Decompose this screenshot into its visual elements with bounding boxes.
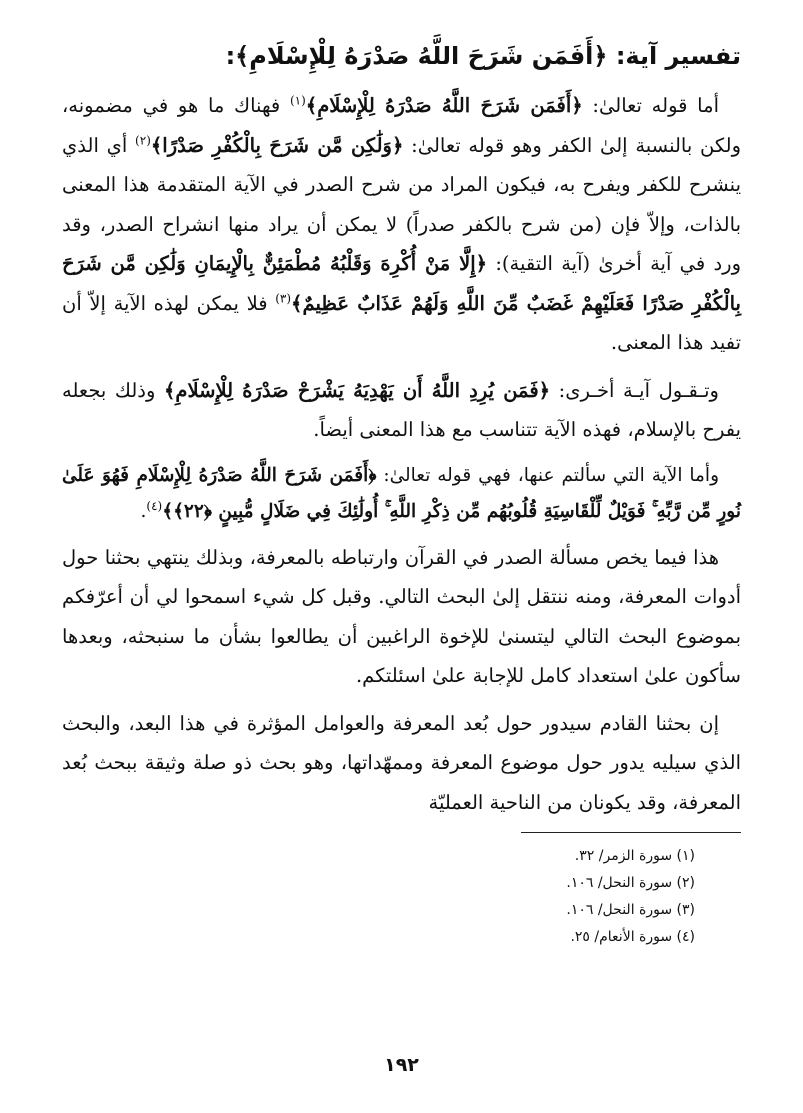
body-text [62, 86, 741, 822]
text-run: وتـقـول آيـة أخـرى: [550, 378, 719, 402]
footnote-ref: (٤) [146, 498, 163, 513]
text-run: هذا فيما يخص مسألة الصدر في القرآن وارتباطه بالمعرفة، وبذلك ينتهي بحثنا حول أدوات المعرفة، ومنه ننتقل إلىٰ البحث التالي. وقبل كل شيء اسمحوا لي أن أعرّفكم بموضوع البحث التالي ليتسنىٰ للإخوة الراغبين أن يطالعوا بشأن ما سنبحثه، وبعدها سأكون علىٰ استعداد كامل للإجابة علىٰ اسئلتكم. [62, 545, 741, 687]
quran-verse: ﴿إِلَّا مَنْ أُكْرِهَ وَقَلْبُهُ مُطْمَئِنٌّ بِالْإِيمَانِ وَلَٰكِن مَّن شَرَحَ بِالْكُفْرِ صَدْرًا فَعَلَيْهِمْ غَضَبٌ مِّنَ اللَّهِ وَلَهُمْ عَذَابٌ عَظِيمٌ﴾ [62, 252, 741, 315]
paragraph [62, 538, 741, 696]
text-run: فهناك ما هو في مضمونه، ولكن بالنسبة إلىٰ الكفر وهو قوله تعالىٰ: [62, 94, 741, 157]
text-run: فلا يمكن لهذه الآية إلاّ أن تفيد هذا المعنى. [62, 291, 741, 354]
text-run: وذلك بجعله يفرح بالإسلام، فهذه الآية تتناسب مع هذا المعنى أيضاً. [62, 378, 741, 441]
text-run: أما قوله تعالىٰ: [582, 94, 719, 117]
footnote: (٤) سورة الأنعام/ ٢٥. [570, 929, 695, 945]
paragraph [62, 371, 741, 450]
footnotes [62, 843, 741, 951]
footnote-ref: (١) [289, 93, 306, 108]
footnote: (٢) سورة النحل/ ١٠٦. [566, 875, 695, 891]
quran-verse: ﴿فَمَن يُرِدِ اللَّهُ أَن يَهْدِيَهُ يَشْرَحْ صَدْرَهُ لِلْإِسْلَامِ﴾ [163, 378, 551, 402]
footnote-separator [521, 832, 741, 833]
quran-verse: ﴿أَفَمَن شَرَحَ اللَّهُ صَدْرَهُ لِلْإِسْلَامِ فَهُوَ عَلَىٰ نُورٍ مِّن رَّبِّهِ ۚ فَوَيْلٌ لِّلْقَاسِيَةِ قُلُوبُهُم مِّن ذِكْرِ اللَّهِ ۚ أُولَٰئِكَ فِي ضَلَالٍ مُّبِينٍ ﴿٢٢﴾﴾ [62, 464, 741, 522]
text-run: وأما الآية التي سألتم عنها، فهي قوله تعالىٰ: [376, 464, 719, 486]
footnote-ref: (٣) [275, 291, 292, 305]
quran-verse: ﴿وَلَٰكِن مَّن شَرَحَ بِالْكُفْرِ صَدْرًا﴾ [150, 133, 404, 157]
footnote-ref: (٢) [135, 133, 151, 147]
quran-verse: ﴿أَفَمَن شَرَحَ اللَّهُ صَدْرَهُ لِلْإِسْلَامِ﴾ [305, 94, 583, 117]
paragraph [62, 86, 741, 363]
text-run: . [140, 500, 147, 522]
footnote: (٣) سورة النحل/ ١٠٦. [566, 902, 695, 918]
paragraph [62, 458, 741, 530]
page-heading: تفسير آية: ﴿أَفَمَن شَرَحَ اللَّهُ صَدْرَهُ لِلْإِسْلَامِ﴾: [225, 42, 741, 70]
text-run: أي الذي ينشرح للكفر ويفرح به، فيكون المراد من شرح الصدر في الآية المتقدمة هذا المعنى بالذات، وإلاّ فإن (من شرح بالكفر صدراً) لا يمكن أن يراد منها انشراح الصدر، وقد ورد في آية أخرىٰ (آية التقية): [62, 133, 741, 275]
text-run: إن بحثنا القادم سيدور حول بُعد المعرفة والعوامل المؤثرة في هذا البعد، والبحث الذي سيليه يدور حول موضوع المعرفة وممهّداتها، وهو بحث ذو صلة وثيقة ببحث بُعد المعرفة، وقد يكونان من الناحية العمليّة [62, 711, 741, 814]
page-number: ١٩٢ [384, 1054, 419, 1076]
footnote: (١) سورة الزمر/ ٣٢. [574, 848, 695, 864]
paragraph [62, 704, 741, 823]
